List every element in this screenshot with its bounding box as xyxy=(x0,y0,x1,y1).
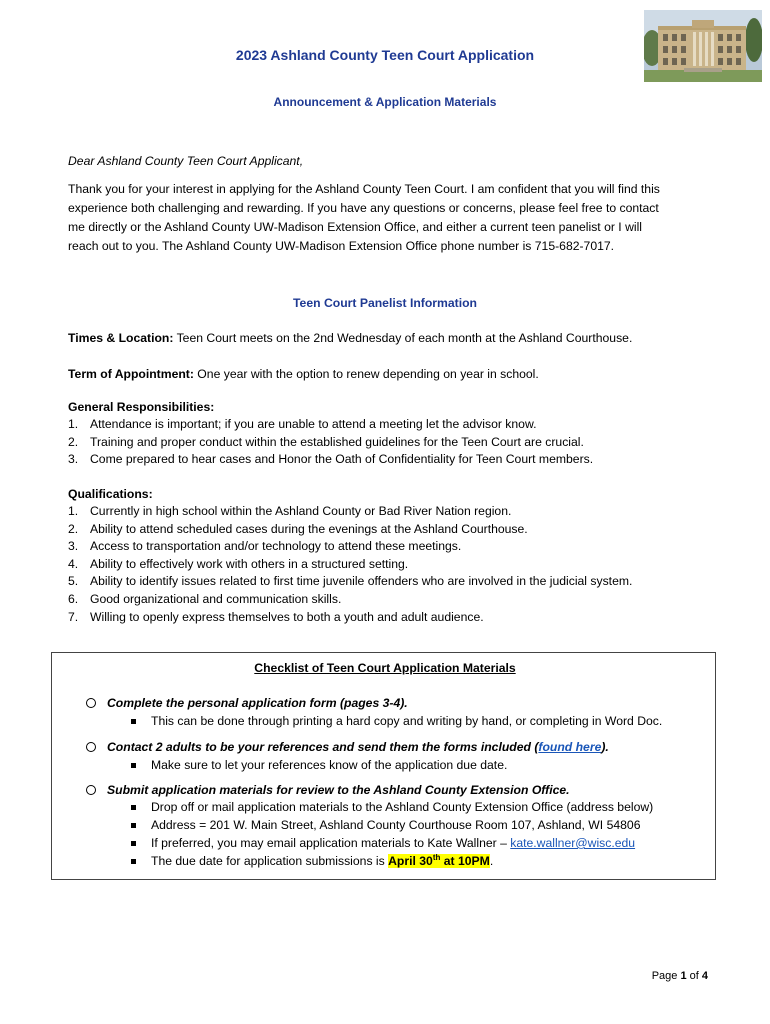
section-heading: Teen Court Panelist Information xyxy=(293,296,477,310)
checkbox-circle-icon[interactable] xyxy=(86,785,96,795)
checkbox-circle-icon[interactable] xyxy=(86,698,96,708)
term-of-appointment xyxy=(68,367,539,381)
item-text: Currently in high school within the Ashland County or Bad River Nation region. xyxy=(90,504,512,518)
bullet-square-icon xyxy=(131,841,136,846)
page-number xyxy=(652,970,708,982)
checkbox-circle-icon[interactable] xyxy=(86,742,96,752)
letter-line: Thank you for your interest in applying for the Ashland County Teen Court. I am confident that you will find this xyxy=(68,182,660,196)
checklist-subitem xyxy=(151,853,493,868)
list-item xyxy=(68,521,632,539)
list-item xyxy=(68,573,632,591)
bullet-square-icon xyxy=(131,859,136,864)
times-text: Teen Court meets on the 2nd Wednesday of each month at the Ashland Courthouse. xyxy=(173,331,633,345)
item-number: 4. xyxy=(68,556,79,571)
courthouse-photo xyxy=(644,10,762,82)
item-text: Willing to openly express themselves to both a youth and adult audience. xyxy=(90,609,484,624)
item-number: 3. xyxy=(68,539,79,554)
item-number: 1. xyxy=(68,504,79,518)
item-text: Come prepared to hear cases and Honor the Oath of Confidentiality for Teen Court members. xyxy=(90,452,594,467)
bullet-square-icon xyxy=(131,719,136,724)
checklist-subitem: Drop off or mail application materials to the Ashland County Extension Office (address below) xyxy=(151,800,654,814)
item-number: 3. xyxy=(68,452,79,467)
checklist-subitem: Make sure to let your references know of the application due date. xyxy=(151,758,508,772)
checklist-subitem: Address = 201 W. Main Street, Ashland County Courthouse Room 107, Ashland, WI 54806 xyxy=(151,818,641,832)
list-item xyxy=(68,434,593,452)
found-here-link[interactable]: found here xyxy=(538,740,602,754)
due-date: April 30 xyxy=(388,854,433,869)
bullet-square-icon xyxy=(131,763,136,768)
due-date-end: . xyxy=(489,854,494,869)
letter-salutation: Dear Ashland County Teen Court Applicant, xyxy=(68,154,304,168)
item-number: 1. xyxy=(68,417,79,431)
letter-line: reach out to you. The Ashland County UW-Madison Extension Office phone number is 715-682-7017. xyxy=(68,239,615,253)
of-word: of xyxy=(686,970,702,982)
item-text: Attendance is important; if you are unable to attend a meeting let the advisor know. xyxy=(90,417,537,431)
checklist-title: Checklist of Teen Court Application Materials xyxy=(254,661,516,675)
responsibilities-label: General Responsibilities: xyxy=(68,400,215,414)
item-number: 5. xyxy=(68,574,79,589)
list-item xyxy=(68,416,593,434)
letter-body xyxy=(68,180,708,256)
due-date-suffix: th xyxy=(432,853,441,862)
checklist-item-1: Complete the personal application form (pages 3-4). xyxy=(107,696,408,710)
item-number: 6. xyxy=(68,591,79,606)
due-time: at 10PM xyxy=(440,854,490,869)
item-number: 7. xyxy=(68,609,79,624)
item-number: 2. xyxy=(68,521,79,536)
times-location xyxy=(68,331,632,345)
page-current: 1 xyxy=(680,970,687,982)
checklist-subitem xyxy=(151,836,635,850)
term-label: Term of Appointment: xyxy=(68,367,194,381)
checklist-item-3: Submit application materials for review to the Ashland County Extension Office. xyxy=(107,783,570,797)
checklist-subitem: This can be done through printing a hard copy and writing by hand, or completing in Word Doc. xyxy=(151,714,663,728)
page-total: 4 xyxy=(701,970,708,982)
letter-line: experience both challenging and rewarding. If you have any questions or concerns, please feel free to contact xyxy=(68,201,659,215)
list-item xyxy=(68,609,632,627)
list-item xyxy=(68,538,632,556)
checklist-item-2 xyxy=(107,740,609,754)
item-2-text: Contact 2 adults to be your references and send them the forms included ( xyxy=(107,740,539,754)
bullet-square-icon xyxy=(131,823,136,828)
item-text: Training and proper conduct within the established guidelines for the Teen Court are crucial. xyxy=(90,434,584,449)
times-label: Times & Location: xyxy=(68,331,174,345)
responsibilities-list xyxy=(68,416,593,469)
item-text: Ability to identify issues related to first time juvenile offenders who are involved in the judicial system. xyxy=(90,574,633,589)
item-text: Ability to effectively work with others in a structured setting. xyxy=(90,556,409,571)
page-word: Page xyxy=(651,970,681,982)
bullet-square-icon xyxy=(131,805,136,810)
qualifications-label: Qualifications: xyxy=(68,487,153,501)
list-item xyxy=(68,591,632,609)
list-item xyxy=(68,503,632,521)
list-item xyxy=(68,451,593,469)
item-text: Ability to attend scheduled cases during the evenings at the Ashland Courthouse. xyxy=(90,521,528,536)
list-item xyxy=(68,556,632,574)
qualifications-list xyxy=(68,503,632,626)
email-text: If preferred, you may email application materials to Kate Wallner – xyxy=(151,836,511,850)
due-date-text: The due date for application submissions is xyxy=(151,854,389,869)
due-date-highlight xyxy=(388,854,490,868)
item-number: 2. xyxy=(68,434,79,449)
page-subtitle: Announcement & Application Materials xyxy=(273,95,497,109)
email-link[interactable]: kate.wallner@wisc.edu xyxy=(510,836,636,850)
item-text: Good organizational and communication skills. xyxy=(90,591,342,606)
letter-line: me directly or the Ashland County UW-Madison Extension Office, and either a current teen panelist or I will xyxy=(68,220,642,234)
item-text: Access to transportation and/or technology to attend these meetings. xyxy=(90,539,462,554)
page-title: 2023 Ashland County Teen Court Application xyxy=(235,47,535,63)
term-text: One year with the option to renew depending on year in school. xyxy=(193,367,539,381)
item-2-text-end: ). xyxy=(601,740,609,754)
